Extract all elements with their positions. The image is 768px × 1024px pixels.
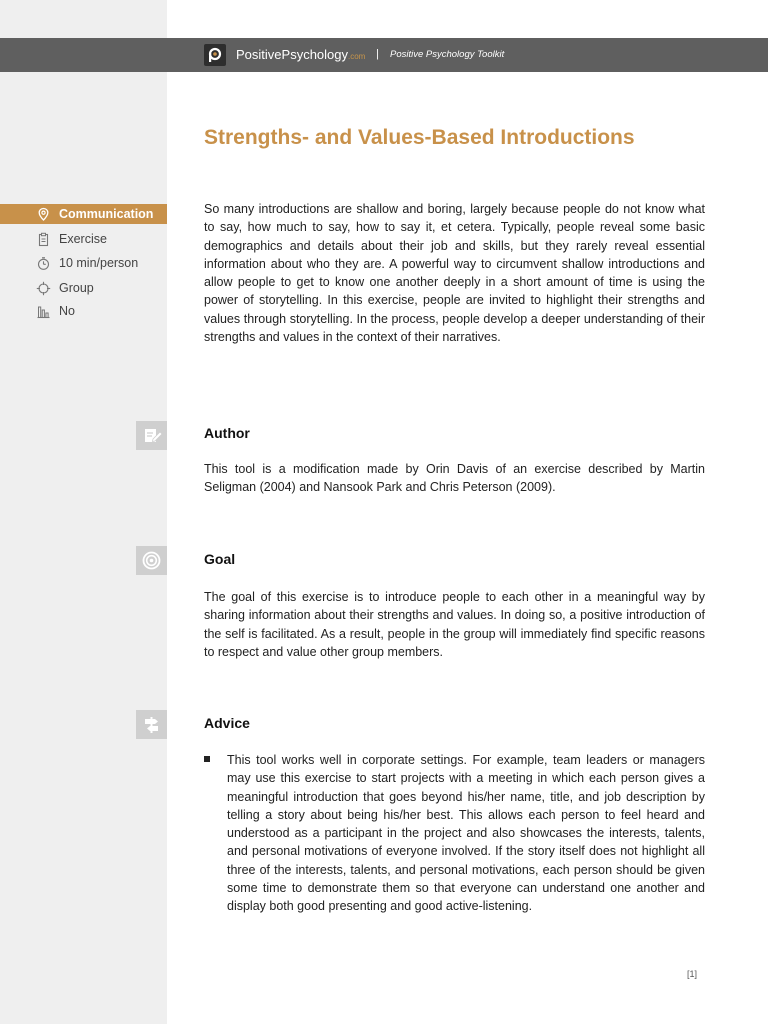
clipboard-icon — [36, 232, 51, 247]
page-number: [1] — [687, 969, 698, 979]
goal-heading: Goal — [204, 551, 236, 567]
header-bar — [0, 38, 768, 72]
meta-type — [36, 230, 107, 248]
meta-duration-label: 10 min/person — [59, 256, 139, 270]
brand-name — [236, 47, 365, 62]
stopwatch-icon — [36, 256, 51, 271]
meta-instructions — [36, 302, 75, 320]
sidebar — [0, 0, 167, 1024]
intro-paragraph: So many introductions are shallow and boring, largely because people do not know what to say, how much to say, how to say it, et cetera. Typically, people reveal some basic demographics and details about their job and skills, but they rarely reveal essential information about who they are. A powerful way to circumvent shallow introductions and allow people to get to know one another deeply in a short amount of time is using the power of storytelling. In this exercise, people are invited to highlight their strengths and values through storytelling. In the process, people develop a deeper understanding of their strengths and values in the context of their narratives. — [204, 202, 705, 345]
advice-bullet: This tool works well in corporate settings. For example, team leaders or managers may use this exercise to start projects with a meeting in which each person gives a meaningful introduction that goes beyond his/her name, title, and job description by telling a story about being his/her best. This allows each person to feel heard and understood as a participant in the project and also showcases the interests, talents, and personal motivations of everyone involved. If the story itself does not highlight all three of the interests, talents, and personal motivations, each person should be given some time to demonstrate them so that everyone can understand one another and display both good presenting and good active-listening. — [227, 753, 705, 914]
bullet-marker — [204, 756, 210, 762]
brand-name-text: PositivePsychology — [236, 47, 348, 62]
page-title: Strengths- and Values-Based Introductions — [204, 126, 635, 149]
advice-heading: Advice — [204, 715, 250, 731]
target-icon — [136, 546, 167, 575]
meta-type-label: Exercise — [59, 232, 107, 246]
meta-category-label: Communication — [59, 207, 154, 221]
edit-icon — [136, 421, 167, 450]
location-pin-icon — [36, 207, 51, 222]
meta-duration — [36, 254, 138, 272]
meta-instructions-label: No — [59, 304, 75, 318]
bar-chart-icon — [36, 304, 51, 319]
author-text: This tool is a modification made by Orin Davis of an exercise described by Martin Seligman (2004) and Nansook Park and Chris Peterson (2009). — [204, 462, 705, 495]
goal-text: The goal of this exercise is to introduce people to each other in a meaningful way by sharing information about their strengths and values. In doing so, a positive introduction of the self is facilitated. As a result, people in the group will immediately find specific reasons to respect and value other group members. — [204, 590, 705, 659]
meta-mode — [36, 279, 94, 297]
signpost-icon — [136, 710, 167, 739]
header-separator: | — [376, 48, 379, 60]
meta-category — [36, 205, 153, 223]
toolkit-label: Positive Psychology Toolkit — [390, 49, 505, 60]
meta-mode-label: Group — [59, 281, 94, 295]
crosshair-icon — [36, 281, 51, 296]
author-heading: Author — [204, 425, 250, 441]
brand-suffix: .com — [348, 52, 366, 61]
logo-icon — [204, 44, 226, 66]
